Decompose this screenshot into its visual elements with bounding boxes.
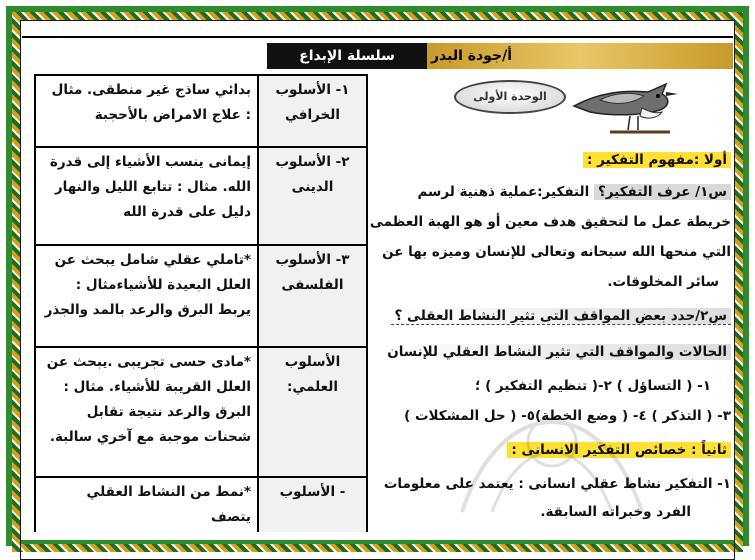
method-description: *تاملي عقلي شامل يبحث عن العلل البعيدة للأشياءمثال : يربط البرق والرعد بالمد والجذر	[35, 245, 258, 347]
section-heading-concept: أولا :مفهوم التفكير :	[583, 152, 731, 168]
characteristic-line: الفرد وخبراته السابقة.	[540, 504, 691, 520]
method-description: إيمانى ينسب الأشياء إلى قدرة الله. مثال : تتابع الليل والنهار دليل على قدرة الله	[35, 147, 258, 245]
method-cell: ١- الأسلوب الخرافي	[258, 75, 367, 147]
unit-badge: الوحدة الأولى	[454, 80, 566, 114]
author-name: أ/جودة البدر	[431, 48, 513, 64]
section-heading-characteristics: ثانياً : خصائص التفكير الانسانى :	[507, 442, 731, 458]
situations-line: ١- ( التساؤل ) ٢-( تنظيم التفكير ) ؛	[474, 378, 711, 394]
method-cell: - الأسلوب	[258, 477, 367, 532]
table-row	[35, 477, 367, 532]
method-cell: الأسلوب العلمي:	[258, 347, 367, 477]
bird-icon	[570, 62, 680, 142]
method-description: *نمط من النشاط العقلي يتصف	[35, 477, 258, 532]
table-row	[35, 347, 367, 477]
answer-line: التي منحها الله سبحانه وتعالى للإنسان وميزه بها عن	[382, 244, 731, 260]
question-mental-activity: س٢/حدد بعض المواقف التى تثير النشاط العقلى ؟	[391, 308, 731, 324]
answer-line: خريطة عمل ما لتحقيق هدف معين أو هو الهبة العظمى	[369, 214, 731, 230]
answer-line: سائر المخلوقات.	[607, 274, 719, 290]
method-description: *مادى حسى تجريبى .يبحث عن العلل القريبة للأشياء. مثال : البرق والرعد نتيجة تقابل شحنات موجبة مع آخري سالبة.	[35, 347, 258, 477]
header-rule	[22, 36, 733, 38]
method-cell: ٣- الأسلوب الفلسفى	[258, 245, 367, 347]
answer-text: التفكير:عملية ذهنية لرسم	[417, 184, 590, 200]
situations-line: ٣- ( التذكر ) ٤- ( وضع الخطة)٥- ( حل المشكلات )	[404, 408, 731, 424]
method-description: بدائي ساذج غير منطقى. مثال : علاج الامراض بالأحجبة	[35, 75, 258, 147]
method-cell: ٢- الأسلوب الدينى	[258, 147, 367, 245]
thinking-methods-table	[34, 74, 368, 532]
watermark-ornament-icon	[442, 352, 662, 532]
question-define-thinking: س١/ عرف التفكير؟	[594, 184, 731, 200]
table-row	[35, 147, 367, 245]
table-row	[35, 245, 367, 347]
series-title: سلسلة الإبداع	[299, 48, 395, 64]
characteristic-line: ١- التفكير نشاط عقلي انسانى : يعتمد على معلومات	[383, 476, 731, 492]
worksheet-page	[22, 22, 733, 532]
table-row	[35, 75, 367, 147]
situations-heading: الحالات والمواقف التي تثير النشاط العقلي للإنسان	[383, 344, 731, 360]
